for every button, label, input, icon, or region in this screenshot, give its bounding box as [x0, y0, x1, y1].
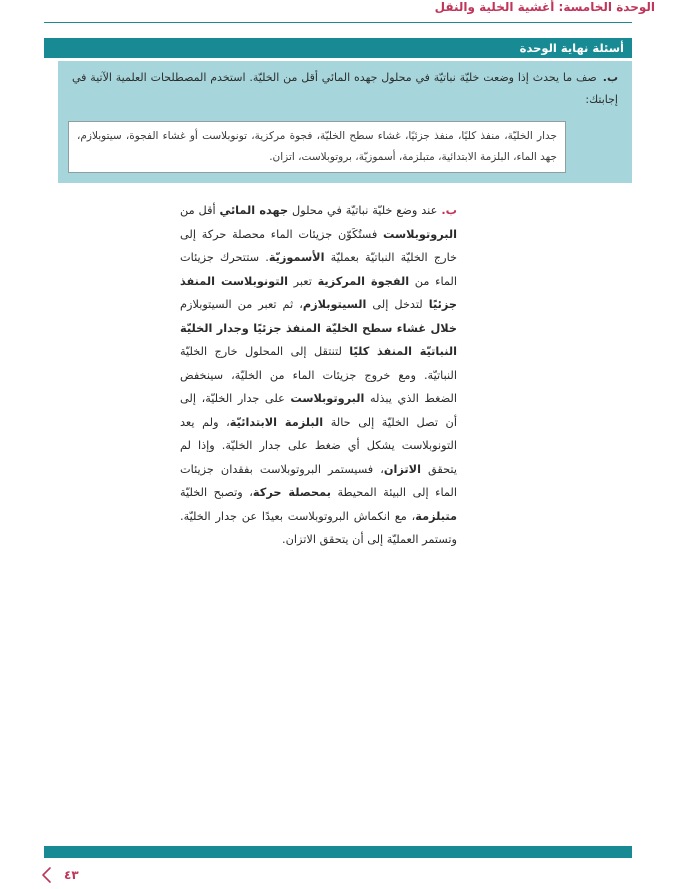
unit-header: الوحدة الخامسة: أغشية الخلية والنقل — [434, 0, 655, 14]
terms-list: جدار الخليّة، منفذ كليًا، منفذ جزئيًا، غشاء سطح الخليّة، فجوة مركزية، تونوبلاست أو غشاء الفجوة، سيتوبلازم، جهد الماء، البلزمة الابتدائية، متبلزمة، أسموزيّة، بروتوبلاست، اتزان. — [77, 130, 557, 163]
answer-text: . ستتحرك جزيئات الماء من — [180, 251, 457, 288]
terms-box — [68, 121, 566, 173]
answer-term: البروتوبلاست — [383, 227, 457, 241]
page-number: ٤٣ — [64, 868, 79, 882]
answer-text: ، ولم يعد التونوبلاست يشكل أي ضغط على جدار الخليّة. وإذا لم يتحقق — [180, 415, 457, 476]
section-title: أسئلة نهاية الوحدة — [519, 41, 624, 55]
answer-text: فستُكَوّن جزيئات الماء محصلة حركة إلى خارج الخليّة النباتيّة بعمليّة — [180, 227, 457, 264]
question-letter: ب. — [602, 71, 618, 84]
question-box — [58, 61, 632, 183]
answer-term: الاتزان — [383, 462, 421, 476]
section-title-bar — [44, 38, 632, 58]
footer-bar — [44, 846, 632, 858]
question-prompt — [72, 67, 618, 111]
answer-term: التونوبلاست المنفذ جزئيًا — [180, 274, 457, 311]
header-divider — [44, 22, 632, 23]
answer-term: السيتوبلازم — [302, 298, 367, 311]
question-text: صف ما يحدث إذا وضعت خليّة نباتيّة في محلول جهده المائي أقل من الخليّة. استخدم المصطلحات العلمية الآتية في إجابتك: — [72, 71, 618, 106]
chevron-left-icon[interactable] — [40, 866, 52, 884]
answer-text: أقل من — [180, 204, 220, 217]
answer-letter: ب. — [441, 204, 457, 217]
answer-term: جهده المائي — [219, 204, 289, 217]
answer-text: لتنتقل إلى المحلول خارج الخليّة النباتيّة. ومع خروج جزيئات الماء من الخليّة، سينخفض الضغط الذي يبذله — [180, 345, 457, 405]
answer-term: الفجوة المركزية — [317, 274, 410, 288]
answer-text: ، ثم تعبر من السيتوبلازم — [180, 298, 303, 311]
answer-text: ، فسيستمر البروتوبلاست بفقدان جزيئات الماء إلى البيئة المحيطة — [180, 462, 457, 499]
answer-text: تعبر — [288, 274, 318, 288]
answer-text: ، وتصبح الخليّة — [180, 486, 253, 499]
answer-term: بمحصلة حركة — [252, 486, 331, 499]
answer-text: عند وضع خليّة نباتيّة في محلول — [288, 204, 438, 217]
answer-term: خلال غشاء سطح الخليّة المنفذ جزئيًا وجدار الخليّة النباتيّة المنفذ كليًا — [180, 321, 457, 358]
answer-term: البلزمة الابتدائيّة — [229, 415, 324, 429]
answer-term: متبلزمة — [415, 509, 457, 523]
answer-text: ، مع انكماش البروتوبلاست بعيدًا عن جدار الخليّة. وتستمر العمليّة إلى أن يتحقق الاتزان. — [180, 509, 457, 546]
answer-paragraph — [180, 199, 457, 552]
answer-term: البروتوبلاست — [290, 392, 365, 405]
answer-text: لتدخل إلى — [366, 298, 429, 311]
answer-term: الأسموزيّة — [268, 251, 325, 264]
page-nav — [40, 864, 79, 886]
answer-text: على جدار الخليّة، إلى أن تصل الخليّة إلى حالة — [180, 392, 457, 429]
